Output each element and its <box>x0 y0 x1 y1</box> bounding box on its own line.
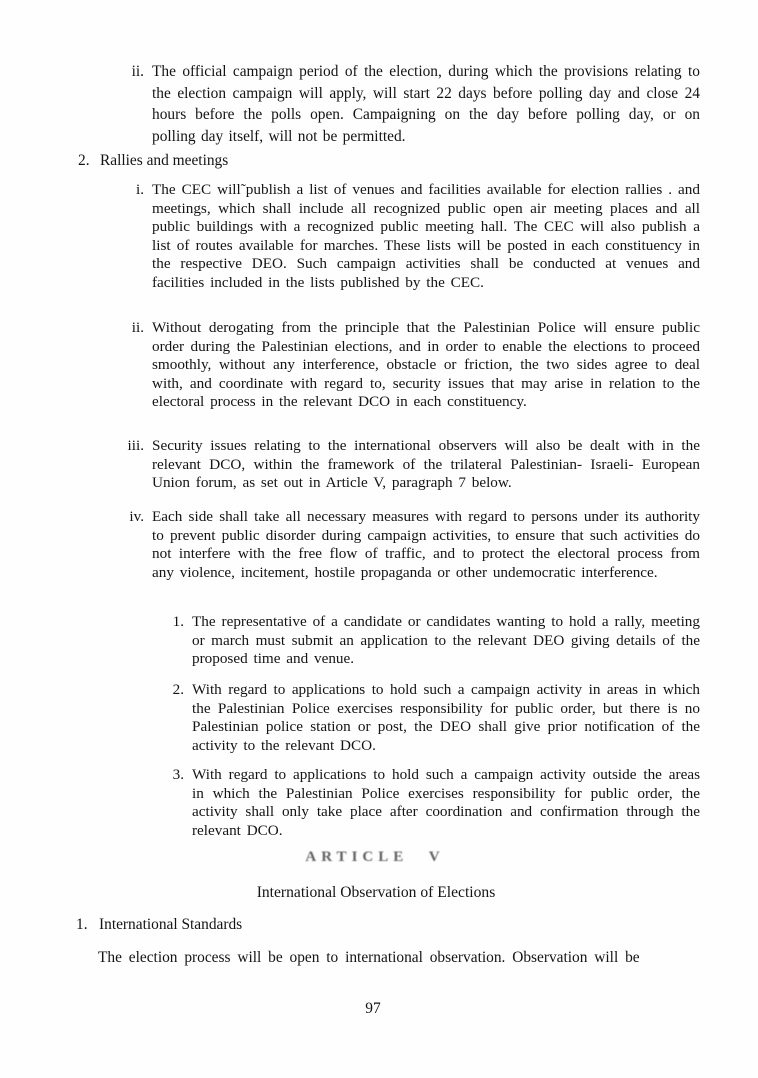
list-item-marker: i. <box>135 181 144 198</box>
section-title: Rallies and meetings <box>100 152 229 169</box>
list-item-marker: 3. <box>172 766 184 783</box>
list-item <box>108 181 700 293</box>
list-item-text: The representative of a candidate or candidates wanting to hold a rally, meeting or march must submit an application to the relevant DEO giving details of the proposed time and venue. <box>192 613 700 668</box>
list-item-text: With regard to applications to hold such a campaign activity outside the areas in which the Palestinian Police exercises responsibility for public order, the activity shall only take place after coordination and confirmation through the relevant DCO. <box>192 766 700 839</box>
list-item-marker: ii. <box>131 63 144 80</box>
section-title: International Standards <box>99 916 243 933</box>
section-number: 1. <box>76 916 88 933</box>
list-item <box>108 508 700 582</box>
section-number: 2. <box>78 152 90 169</box>
section-heading <box>78 151 228 170</box>
list-item <box>160 681 700 755</box>
list-item-marker: 2. <box>172 681 184 698</box>
list-item-marker: 1. <box>172 613 184 630</box>
list-item <box>108 437 700 493</box>
section-heading <box>76 915 242 934</box>
list-item-marker: iii. <box>127 437 144 454</box>
list-item-marker: ii. <box>131 319 144 336</box>
list-item <box>108 319 700 412</box>
list-item-text: Each side shall take all necessary measures with regard to persons under its authority to prevent public disorder during campaign activities, to ensure that such activities do not interfere with the free flow of traffic, and to protect the electoral process from any violence, incitement, hostile propaganda or other undemocratic interference. <box>152 508 700 581</box>
page-number: 97 <box>365 1000 381 1017</box>
article-heading: ARTICLE V <box>305 849 445 865</box>
list-item-text: The official campaign period of the election, during which the provisions relating to the election campaign will apply, will start 22 days before polling day and close 24 hours before the polls open. Campaigning on the day before polling day, or on polling day itself, will not be permitted. <box>152 63 700 145</box>
list-item <box>160 766 700 840</box>
list-item <box>108 61 700 147</box>
article-subheading: International Observation of Elections <box>256 884 496 901</box>
list-item-text: The CEC will˜publish a list of venues and facilities available for election rallies . and meetings, which shall include all recognized public open air meeting places and all public buildings with a recognized public meeting hall. The CEC will also publish a list of routes available for marches. These lists will be posted in each constituency in the respective DEO. Such campaign activities shall be conducted at venues and facilities included in the lists published by the CEC. <box>152 181 700 291</box>
list-item <box>160 613 700 669</box>
paragraph: The election process will be open to international observation. Observation will be <box>98 949 640 966</box>
list-item-text: Without derogating from the principle that the Palestinian Police will ensure public order during the Palestinian elections, and in order to enable the elections to proceed smoothly, without any interference, obstacle or friction, the two sides agree to deal with, and coordinate with regard to, security issues that may arise in relation to the electoral process in the relevant DCO in each constituency. <box>152 319 700 411</box>
list-item-marker: iv. <box>129 508 144 525</box>
list-item-text: With regard to applications to hold such a campaign activity in areas in which the Palestinian Police exercises responsibility for public order, but there is no Palestinian police station or post, the DEO shall give prior notification of the activity to the relevant DCO. <box>192 681 700 754</box>
list-item-text: Security issues relating to the international observers will also be dealt with in the relevant DCO, within the framework of the trilateral Palestinian- Israeli- European Union forum, as set out in Article V, paragraph 7 below. <box>152 437 700 492</box>
